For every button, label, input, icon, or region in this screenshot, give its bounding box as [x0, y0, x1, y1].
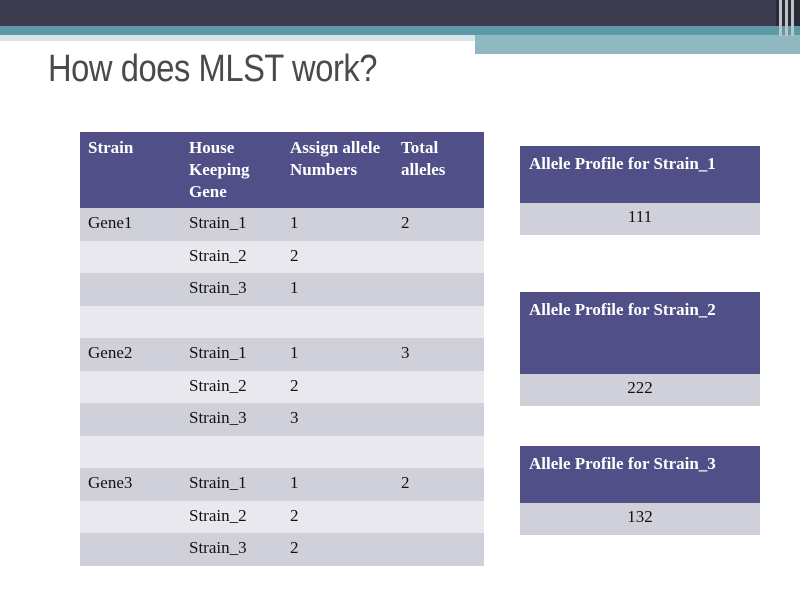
strain-cell	[80, 501, 181, 534]
corner-stripe	[779, 0, 782, 36]
housekeeping-gene-cell: Strain_1	[181, 208, 282, 241]
column-header-housekeeping-gene: House Keeping Gene	[181, 132, 282, 208]
allele-number-cell: 2	[282, 501, 393, 534]
mlst-table	[80, 132, 484, 566]
housekeeping-gene-cell: Strain_2	[181, 371, 282, 404]
total-alleles-cell: 2	[393, 468, 484, 501]
header-band-light	[0, 35, 475, 41]
allele-number-cell: 2	[282, 371, 393, 404]
column-header-strain: Strain	[80, 132, 181, 208]
column-header-total-alleles: Total alleles	[393, 132, 484, 208]
allele-profile-heading: Allele Profile for Strain_1	[520, 146, 760, 203]
total-alleles-cell	[393, 436, 484, 469]
housekeeping-gene-cell: Strain_3	[181, 273, 282, 306]
column-header-allele-numbers: Assign allele Numbers	[282, 132, 393, 208]
total-alleles-cell	[393, 273, 484, 306]
allele-number-cell: 1	[282, 208, 393, 241]
header-band-teal	[0, 26, 800, 35]
table-row	[80, 306, 484, 339]
total-alleles-cell: 3	[393, 338, 484, 371]
table-row	[80, 338, 484, 371]
strain-cell	[80, 403, 181, 436]
allele-profile-heading: Allele Profile for Strain_2	[520, 292, 760, 374]
allele-number-cell: 1	[282, 338, 393, 371]
strain-cell: Gene1	[80, 208, 181, 241]
table-row	[80, 533, 484, 566]
corner-stripe	[791, 0, 794, 36]
strain-cell: Gene3	[80, 468, 181, 501]
allele-number-cell: 2	[282, 241, 393, 274]
housekeeping-gene-cell	[181, 436, 282, 469]
allele-profile-value: 111	[520, 203, 760, 235]
table-row	[80, 501, 484, 534]
total-alleles-cell	[393, 241, 484, 274]
table-row	[80, 208, 484, 241]
header-band-dark	[0, 0, 800, 26]
strain-cell	[80, 241, 181, 274]
allele-number-cell: 3	[282, 403, 393, 436]
housekeeping-gene-cell: Strain_2	[181, 501, 282, 534]
housekeeping-gene-cell: Strain_1	[181, 338, 282, 371]
total-alleles-cell	[393, 371, 484, 404]
slide-title: How does MLST work?	[48, 48, 378, 90]
allele-profile-box-strain-1	[520, 146, 760, 235]
total-alleles-cell	[393, 403, 484, 436]
allele-profile-heading: Allele Profile for Strain_3	[520, 446, 760, 503]
strain-cell	[80, 533, 181, 566]
strain-cell	[80, 306, 181, 339]
allele-number-cell	[282, 436, 393, 469]
housekeeping-gene-cell: Strain_3	[181, 533, 282, 566]
corner-stripe	[785, 0, 788, 36]
allele-profile-value: 132	[520, 503, 760, 535]
table-row	[80, 468, 484, 501]
total-alleles-cell: 2	[393, 208, 484, 241]
table-row	[80, 273, 484, 306]
allele-profile-box-strain-2	[520, 292, 760, 406]
table-row	[80, 371, 484, 404]
strain-cell	[80, 371, 181, 404]
header-band-teal-right	[475, 35, 800, 54]
strain-cell	[80, 273, 181, 306]
allele-number-cell: 1	[282, 468, 393, 501]
allele-number-cell	[282, 306, 393, 339]
total-alleles-cell	[393, 533, 484, 566]
strain-cell	[80, 436, 181, 469]
housekeeping-gene-cell: Strain_1	[181, 468, 282, 501]
table-row	[80, 241, 484, 274]
strain-cell: Gene2	[80, 338, 181, 371]
housekeeping-gene-cell	[181, 306, 282, 339]
allele-profile-value: 222	[520, 374, 760, 406]
housekeeping-gene-cell: Strain_2	[181, 241, 282, 274]
table-row	[80, 403, 484, 436]
total-alleles-cell	[393, 306, 484, 339]
table-row	[80, 436, 484, 469]
allele-number-cell: 1	[282, 273, 393, 306]
housekeeping-gene-cell: Strain_3	[181, 403, 282, 436]
allele-profile-box-strain-3	[520, 446, 760, 535]
allele-number-cell: 2	[282, 533, 393, 566]
table-header-row	[80, 132, 484, 208]
total-alleles-cell	[393, 501, 484, 534]
